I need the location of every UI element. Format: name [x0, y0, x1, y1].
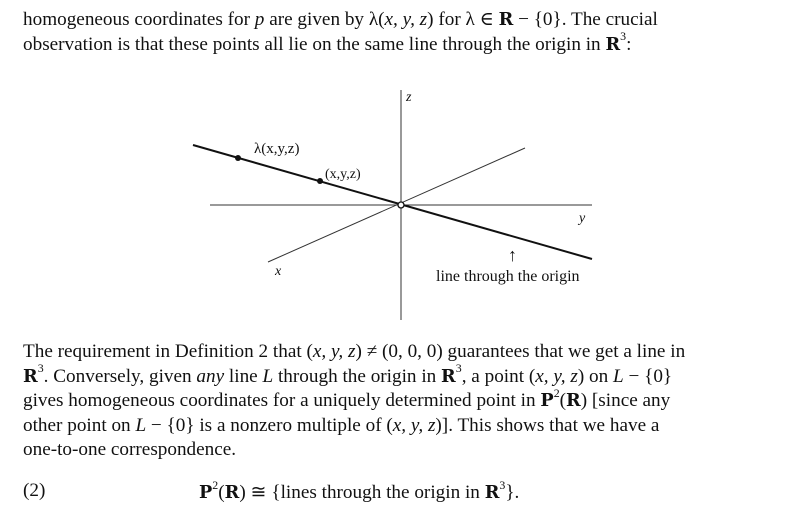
blackboard-r: R	[566, 390, 581, 412]
superscript: 3	[37, 361, 44, 376]
text-run: gives homogeneous coordinates for a uniquely determined point in	[23, 390, 541, 412]
blackboard-r: R	[441, 365, 456, 387]
line-through-origin-figure	[0, 80, 800, 330]
text-run: are given by λ(	[264, 9, 385, 30]
superscript: 2	[553, 386, 560, 401]
blackboard-p: P	[540, 390, 554, 412]
blackboard-r: R	[23, 365, 38, 387]
text-run: ) ≅ {lines through the origin in	[239, 482, 485, 503]
superscript: 3	[499, 477, 506, 492]
paragraph-line	[23, 386, 765, 414]
math-var: x, y, z	[384, 9, 428, 30]
arrow-up-icon: ↑	[508, 245, 517, 265]
math-var: L	[135, 414, 147, 436]
text-run: The requirement in Definition 2 that (	[23, 341, 313, 362]
line-caption: line through the origin	[436, 268, 580, 285]
text-run: − {0} is a nonzero multiple of (	[146, 414, 393, 436]
text-run: , a point (	[461, 365, 536, 387]
superscript: 3	[455, 361, 462, 376]
emphasis: any	[196, 365, 225, 387]
paragraph-line: one-to-one correspondence.	[23, 439, 237, 461]
origin-point	[398, 202, 404, 208]
text-run: line	[224, 365, 263, 387]
lambda-point-dot	[235, 155, 241, 161]
point-label: (x,y,z)	[325, 167, 361, 182]
equation-body	[199, 477, 520, 504]
paragraph-line	[23, 340, 765, 365]
superscript: 3	[620, 29, 627, 44]
paragraph-intro	[23, 8, 765, 57]
blackboard-r: R	[224, 482, 240, 503]
blackboard-r: R	[605, 33, 621, 55]
paragraph-line	[23, 361, 765, 390]
text-run: other point on	[23, 414, 136, 436]
blackboard-p: P	[199, 482, 213, 503]
math-var: L	[262, 365, 274, 387]
math-var: x, y, z	[312, 341, 356, 362]
text-run: . Conversely, given	[43, 365, 197, 387]
lambda-point-label: λ(x,y,z)	[254, 141, 300, 157]
display-equation	[23, 477, 783, 508]
y-axis-label: y	[579, 211, 586, 226]
z-axis-label: z	[406, 90, 412, 105]
text-run: (	[559, 390, 567, 412]
math-var: x, y, z	[535, 365, 578, 387]
text-run: ) ≠ (0, 0, 0) guarantees that we get a line in	[355, 341, 686, 362]
math-var: x, y, z	[392, 414, 436, 436]
math-var: p	[254, 9, 265, 30]
text-run: homogeneous coordinates for	[23, 9, 255, 30]
text-run: }.	[505, 482, 520, 503]
text-run: :	[626, 33, 632, 55]
x-axis-label: x	[275, 264, 282, 279]
text-run: − {0}	[623, 365, 673, 387]
text-run: ) [since any	[580, 390, 671, 412]
text-run: − {0}. The crucial	[513, 9, 658, 30]
paragraph-line	[23, 414, 765, 439]
math-var: L	[613, 365, 624, 387]
paragraph-line	[23, 29, 765, 58]
point-dot	[317, 178, 323, 184]
text-run: )]. This shows that we have a	[435, 414, 660, 436]
blackboard-r: R	[484, 482, 500, 503]
line-through-origin	[193, 145, 592, 259]
paragraph-line	[23, 8, 765, 33]
superscript: 2	[212, 477, 219, 492]
text-run: ) for λ ∈	[427, 9, 499, 30]
text-run: ) on	[577, 365, 614, 387]
text-run: observation is that these points all lie on the same line through the origin in	[23, 33, 606, 55]
text-run: through the origin in	[273, 365, 442, 387]
blackboard-r: R	[498, 9, 514, 30]
equation-number: (2)	[23, 480, 46, 501]
text-run: (	[218, 482, 225, 503]
paragraph-requirement	[23, 340, 765, 463]
